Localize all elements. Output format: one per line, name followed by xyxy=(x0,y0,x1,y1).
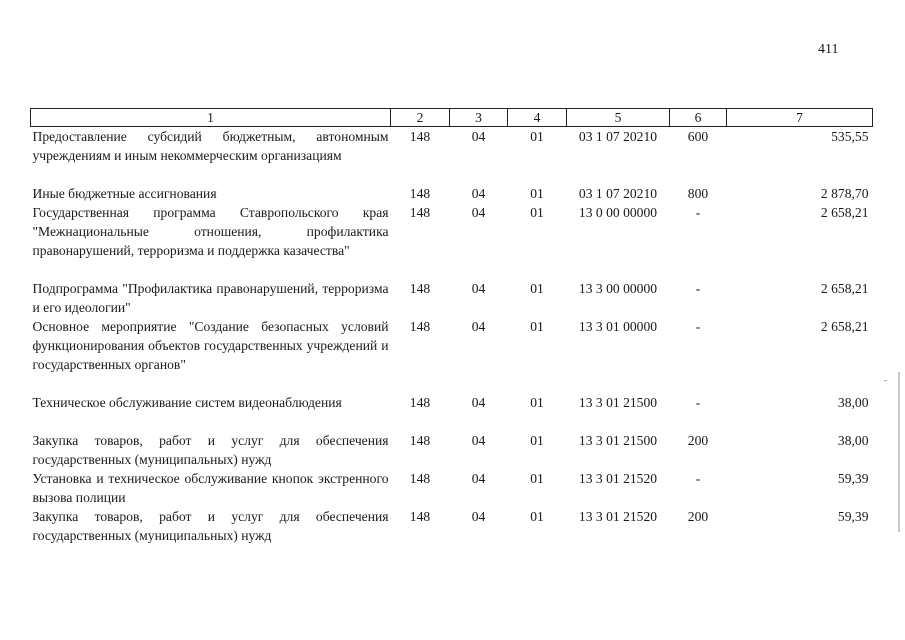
row-col5: 13 3 01 21500 xyxy=(578,433,658,448)
header-col-3: 3 xyxy=(450,109,508,127)
row-name: Техническое обслуживание систем видеонаблюдения xyxy=(32,395,342,410)
row-col3: 04 xyxy=(471,205,486,220)
row-col5: 03 1 07 20210 xyxy=(578,129,658,144)
row-col4: 01 xyxy=(530,509,544,524)
table-row xyxy=(31,317,873,393)
table-header-row xyxy=(31,109,873,127)
table-row xyxy=(31,469,873,507)
table-row xyxy=(31,279,873,317)
row-name: Иные бюджетные ассигнования xyxy=(32,186,217,201)
row-col4: 01 xyxy=(530,281,544,296)
table-row xyxy=(31,184,873,203)
row-col5: 13 3 01 00000 xyxy=(578,319,658,334)
row-col6: - xyxy=(695,471,701,486)
row-col4: 01 xyxy=(530,205,544,220)
row-col5: 13 3 01 21520 xyxy=(578,471,658,486)
row-name: Закупка товаров, работ и услуг для обеспечения государственных (муниципальных) нужд xyxy=(32,433,389,467)
row-name: Основное мероприятие "Создание безопасных условий функционирования объектов государственных учреждений и государственных органов" xyxy=(32,319,389,372)
row-col4: 01 xyxy=(530,129,544,144)
row-col4: 01 xyxy=(530,186,544,201)
row-col5: 03 1 07 20210 xyxy=(578,186,658,201)
row-col5: 13 3 01 21520 xyxy=(578,509,658,524)
header-col-4: 4 xyxy=(508,109,567,127)
row-col3: 04 xyxy=(471,129,486,144)
row-name: Установка и техническое обслуживание кнопок экстренного вызова полиции xyxy=(32,471,389,505)
row-col6: - xyxy=(695,319,701,334)
row-amount: 2 878,70 xyxy=(820,186,869,201)
row-col2: 148 xyxy=(409,129,431,144)
row-col2: 148 xyxy=(409,281,431,296)
row-amount: 38,00 xyxy=(837,395,869,410)
row-amount: 2 658,21 xyxy=(820,205,869,220)
row-col6: 800 xyxy=(687,186,709,201)
row-name: Государственная программа Ставропольского края "Межнациональные отношения, профилактика правонарушений, терроризма и поддержка казачества" xyxy=(32,205,389,258)
row-col2: 148 xyxy=(409,186,431,201)
row-col2: 148 xyxy=(409,205,431,220)
row-col6: 600 xyxy=(687,129,709,144)
header-col-1: 1 xyxy=(31,109,391,127)
row-amount: 59,39 xyxy=(837,471,869,486)
row-amount: 2 658,21 xyxy=(820,319,869,334)
header-col-2: 2 xyxy=(391,109,450,127)
budget-table xyxy=(30,108,873,545)
row-col6: - xyxy=(695,395,701,410)
row-col5: 13 3 00 00000 xyxy=(578,281,658,296)
row-col4: 01 xyxy=(530,433,544,448)
row-amount: 38,00 xyxy=(837,433,869,448)
row-col3: 04 xyxy=(471,281,486,296)
row-col6: 200 xyxy=(687,433,709,448)
row-col6: 200 xyxy=(687,509,709,524)
row-col4: 01 xyxy=(530,395,544,410)
scan-edge-mark xyxy=(898,372,900,532)
row-col2: 148 xyxy=(409,509,431,524)
header-col-6: 6 xyxy=(670,109,727,127)
row-col6: - xyxy=(695,205,701,220)
row-name: Подпрограмма "Профилактика правонарушений, терроризма и его идеологии" xyxy=(32,281,389,315)
row-amount: 2 658,21 xyxy=(820,281,869,296)
table-row xyxy=(31,127,873,185)
row-col2: 148 xyxy=(409,395,431,410)
header-col-7: 7 xyxy=(727,109,873,127)
page-number: 411 xyxy=(818,42,839,57)
row-col3: 04 xyxy=(471,433,486,448)
row-col3: 04 xyxy=(471,395,486,410)
scan-dot xyxy=(884,380,887,381)
row-col4: 01 xyxy=(530,471,544,486)
row-col2: 148 xyxy=(409,433,431,448)
row-col2: 148 xyxy=(409,319,431,334)
table-row xyxy=(31,203,873,279)
table-row xyxy=(31,507,873,545)
row-col3: 04 xyxy=(471,319,486,334)
row-amount: 535,55 xyxy=(831,129,869,144)
row-col5: 13 0 00 00000 xyxy=(578,205,658,220)
row-name: Предоставление субсидий бюджетным, автономным учреждениям и иным некоммерческим организациям xyxy=(32,129,389,163)
row-col2: 148 xyxy=(409,471,431,486)
row-col3: 04 xyxy=(471,186,486,201)
row-col3: 04 xyxy=(471,509,486,524)
row-col4: 01 xyxy=(530,319,544,334)
header-col-5: 5 xyxy=(567,109,670,127)
row-name: Закупка товаров, работ и услуг для обеспечения государственных (муниципальных) нужд xyxy=(32,509,389,543)
row-amount: 59,39 xyxy=(837,509,869,524)
table-row xyxy=(31,431,873,469)
row-col6: - xyxy=(695,281,701,296)
table-row xyxy=(31,393,873,431)
row-col5: 13 3 01 21500 xyxy=(578,395,658,410)
row-col3: 04 xyxy=(471,471,486,486)
